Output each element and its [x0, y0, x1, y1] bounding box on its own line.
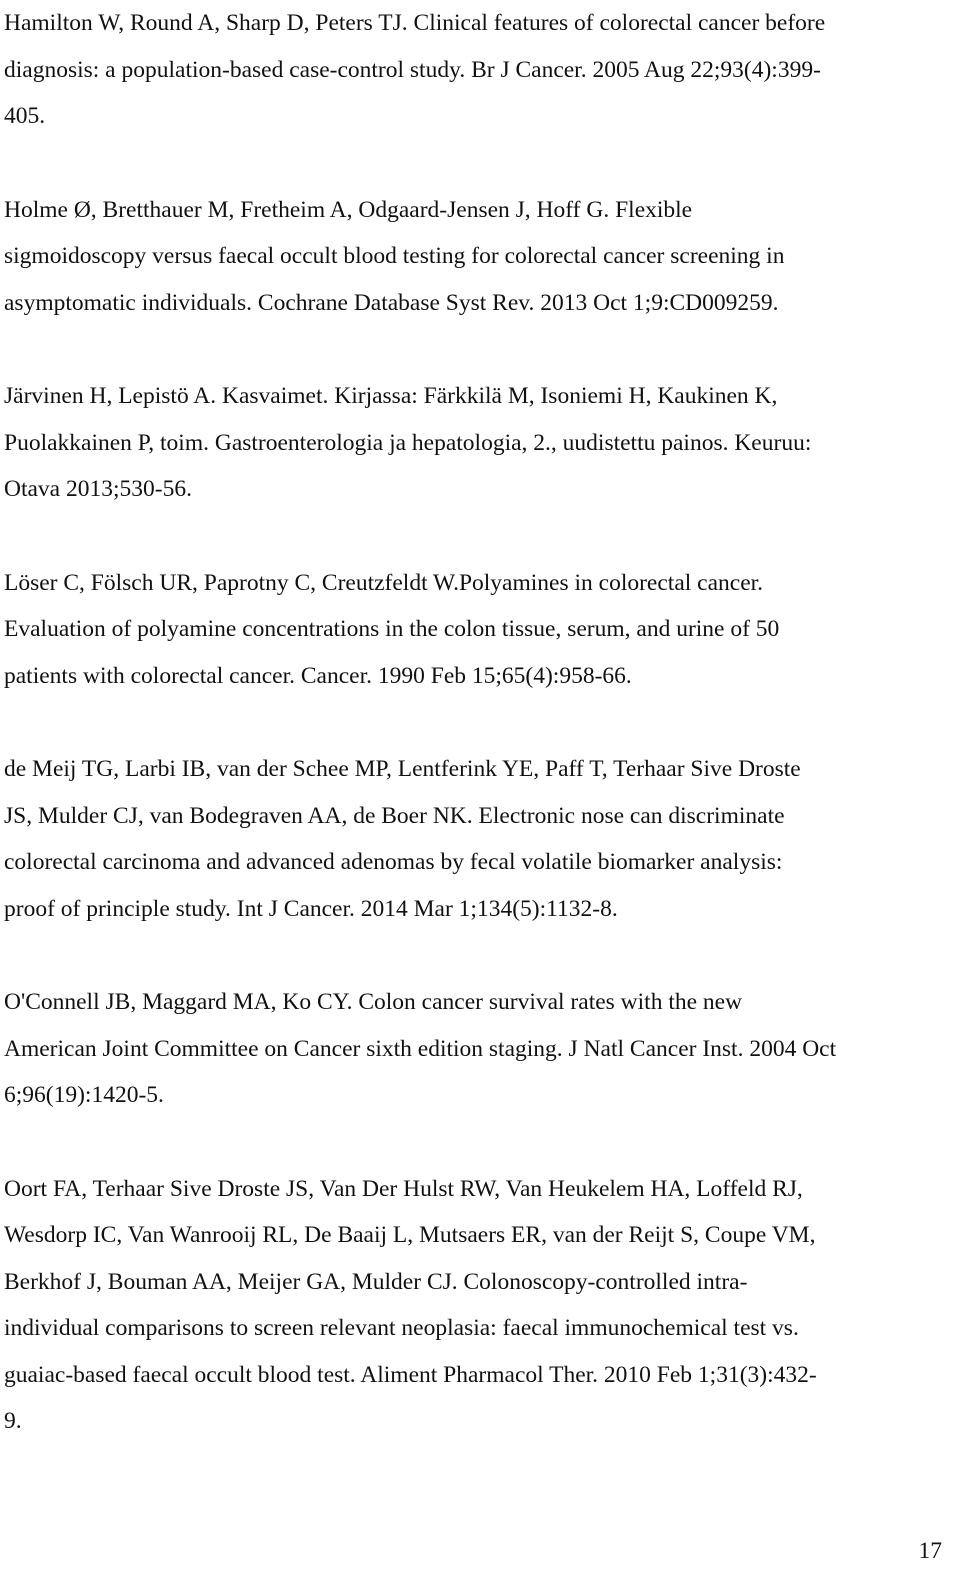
reference-item [4, 187, 944, 327]
reference-line: American Joint Committee on Cancer sixth edition staging. J Natl Cancer Inst. 2004 Oct [4, 1035, 837, 1062]
reference-line: sigmoidoscopy versus faecal occult blood testing for colorectal cancer screening in [4, 243, 785, 269]
reference-line: Puolakkainen P, toim. Gastroenterologia ja hepatologia, 2., uudistettu painos. Keuruu: [4, 429, 812, 456]
reference-spacer [4, 513, 944, 560]
reference-line: 405. [4, 103, 46, 129]
reference-line: Wesdorp IC, Van Wanrooij RL, De Baaij L, Mutsaers ER, van der Reijt S, Coupe VM, [4, 1222, 816, 1248]
reference-spacer [4, 932, 944, 979]
reference-line: O'Connell JB, Maggard MA, Ko CY. Colon cancer survival rates with the new [4, 989, 743, 1015]
reference-line: patients with colorectal cancer. Cancer. 1990 Feb 15;65(4):958-66. [4, 662, 632, 689]
reference-item [4, 1166, 944, 1445]
reference-spacer [4, 1119, 944, 1166]
reference-line: guaiac-based faecal occult blood test. Aliment Pharmacol Ther. 2010 Feb 1;31(3):432- [4, 1361, 817, 1388]
reference-line: diagnosis: a population-based case-control study. Br J Cancer. 2005 Aug 22;93(4):399- [4, 56, 821, 83]
reference-item [4, 979, 944, 1119]
reference-line: Löser C, Fölsch UR, Paprotny C, Creutzfeldt W.Polyamines in colorectal cancer. [4, 569, 764, 596]
reference-line: 6;96(19):1420-5. [4, 1082, 164, 1108]
reference-spacer [4, 699, 944, 746]
reference-item [4, 746, 944, 932]
reference-item [4, 0, 944, 140]
reference-item [4, 560, 944, 700]
reference-line: Hamilton W, Round A, Sharp D, Peters TJ. Clinical features of colorectal cancer before [4, 10, 826, 36]
reference-line: Järvinen H, Lepistö A. Kasvaimet. Kirjassa: Färkkilä M, Isoniemi H, Kaukinen K, [4, 383, 778, 409]
reference-line: proof of principle study. Int J Cancer. 2014 Mar 1;134(5):1132-8. [4, 895, 618, 922]
page-number: 17 [918, 1538, 942, 1564]
reference-line: asymptomatic individuals. Cochrane Database Syst Rev. 2013 Oct 1;9:CD009259. [4, 289, 779, 316]
reference-line: Otava 2013;530-56. [4, 476, 192, 502]
reference-line: colorectal carcinoma and advanced adenomas by fecal volatile biomarker analysis: [4, 849, 783, 875]
reference-spacer [4, 140, 944, 187]
reference-spacer [4, 326, 944, 373]
reference-line: Evaluation of polyamine concentrations in the colon tissue, serum, and urine of 50 [4, 616, 780, 642]
reference-line: de Meij TG, Larbi IB, van der Schee MP, Lentferink YE, Paff T, Terhaar Sive Droste [4, 756, 801, 782]
reference-line: Oort FA, Terhaar Sive Droste JS, Van Der Hulst RW, Van Heukelem HA, Loffeld RJ, [4, 1175, 803, 1202]
reference-line: 9. [4, 1408, 22, 1434]
reference-line: Berkhof J, Bouman AA, Meijer GA, Mulder CJ. Colonoscopy-controlled intra- [4, 1268, 748, 1295]
reference-line: JS, Mulder CJ, van Bodegraven AA, de Boer NK. Electronic nose can discriminate [4, 802, 785, 829]
reference-item [4, 373, 944, 513]
reference-line: Holme Ø, Bretthauer M, Fretheim A, Odgaard-Jensen J, Hoff G. Flexible [4, 196, 693, 223]
reference-list [4, 0, 944, 1445]
reference-line: individual comparisons to screen relevant neoplasia: faecal immunochemical test vs. [4, 1315, 799, 1341]
